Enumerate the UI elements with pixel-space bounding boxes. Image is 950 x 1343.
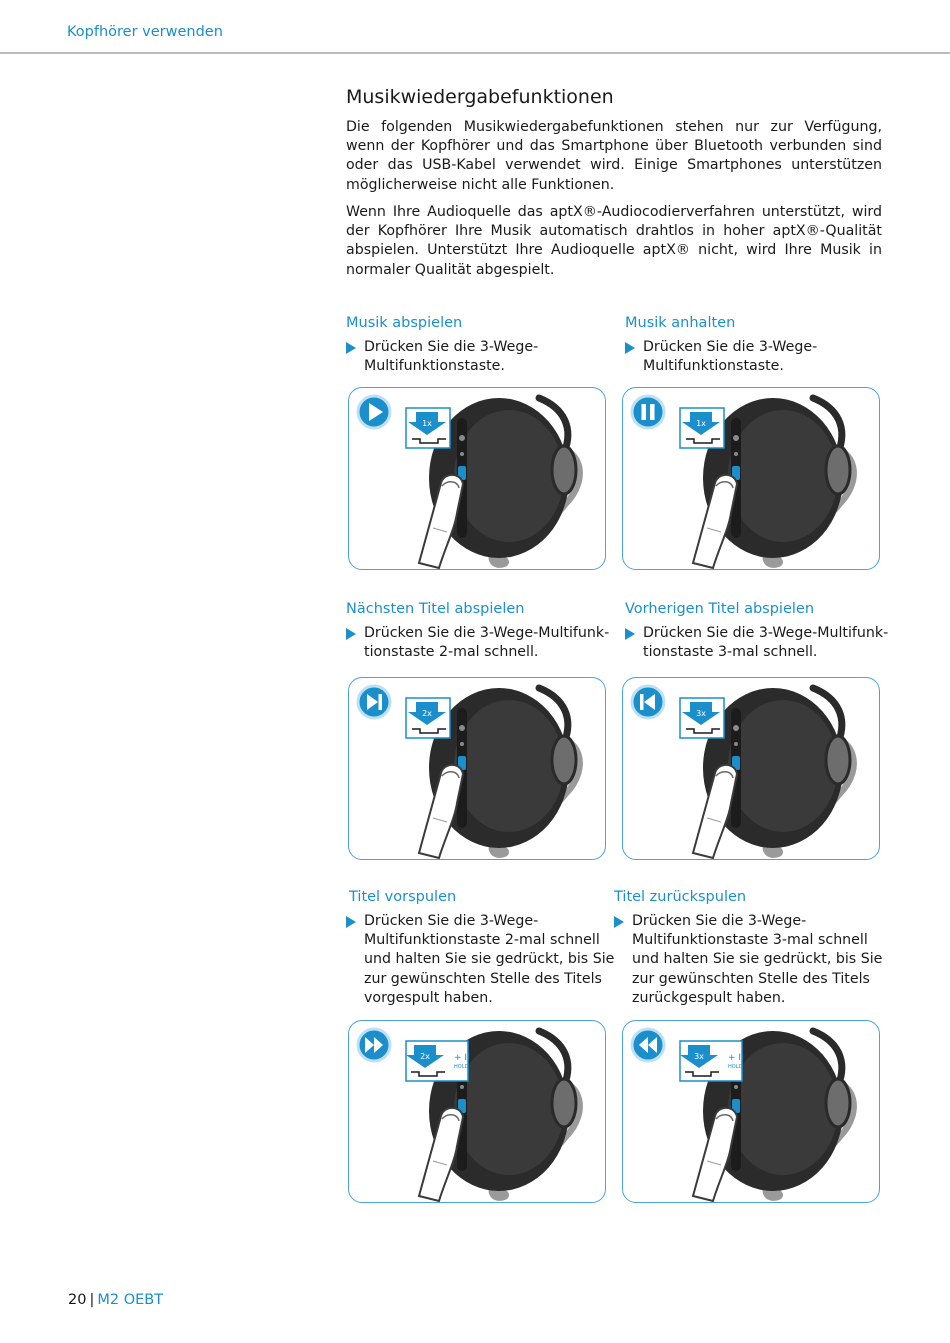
step-fast-forward xyxy=(346,912,620,1008)
svg-text:+ II: + II xyxy=(728,1053,744,1063)
heading-pause: Musik anhalten xyxy=(625,315,736,331)
rewind-icon xyxy=(628,1025,668,1065)
svg-text:1x: 1x xyxy=(696,419,706,428)
heading-rewind: Titel zurückspulen xyxy=(614,889,747,905)
headphone-illustration xyxy=(406,1031,578,1201)
bullet-arrow-icon xyxy=(346,916,356,928)
step-play xyxy=(346,338,614,376)
headphone-illustration xyxy=(680,1031,852,1201)
headphone-illustration xyxy=(406,398,578,568)
step-text: Drücken Sie die 3-Wege-Multifunktionstaste. xyxy=(364,339,539,375)
svg-text:HOLD: HOLD xyxy=(728,1064,743,1070)
intro-paragraph-2: Wenn Ihre Audioquelle das aptX®-Audiocodierverfahren unterstützt, wird der Kopfhörer Ihre Musik automatisch drahtlos in hoher aptX®-Qualität abspielen. Unterstützt Ihre Audioquelle aptX® nicht, wird Ihre Musik in normaler Qualität abgespielt. xyxy=(346,204,882,278)
step-previous-track xyxy=(625,624,901,662)
fast-forward-icon xyxy=(354,1025,394,1065)
bullet-arrow-icon xyxy=(625,628,635,640)
step-text: Drücken Sie die 3-Wege-Multifunktionstaste 3-mal schnell und halten Sie sie gedrückt, bis Sie zur gewünschten Stelle des Titels zurückgespult haben. xyxy=(632,913,883,1006)
heading-fast-forward: Titel vorspulen xyxy=(349,889,457,905)
header-divider xyxy=(0,52,950,54)
heading-previous-track: Vorherigen Titel abspielen xyxy=(625,601,815,617)
play-icon xyxy=(354,392,394,432)
step-text: Drücken Sie die 3-Wege-Multifunk-tionstaste 2-mal schnell. xyxy=(364,625,610,661)
step-text: Drücken Sie die 3-Wege-Multifunktionstaste 2-mal schnell und halten Sie sie gedrückt, bis Sie zur gewünschten Stelle des Titels vorgespult haben. xyxy=(364,913,615,1006)
heading-next-track: Nächsten Titel abspielen xyxy=(346,601,525,617)
svg-text:2x: 2x xyxy=(420,1052,430,1061)
step-rewind xyxy=(614,912,894,1008)
model-name: M2 OEBT xyxy=(97,1292,164,1308)
bullet-arrow-icon xyxy=(625,342,635,354)
illustration-fast-forward xyxy=(348,1020,606,1203)
bullet-arrow-icon xyxy=(346,342,356,354)
page-number: 20 xyxy=(68,1292,87,1308)
step-text: Drücken Sie die 3-Wege-Multifunk-tionstaste 3-mal schnell. xyxy=(643,625,889,661)
intro-paragraph-1: Die folgenden Musikwiedergabefunktionen stehen nur zur Verfügung, wenn der Kopfhörer und das Smartphone über Bluetooth verbunden sind oder das USB-Kabel verwendet wird. Einige Smartphones unterstützen möglicherweise nicht alle Funktionen. xyxy=(346,119,882,193)
heading-play: Musik abspielen xyxy=(346,315,463,331)
page-footer xyxy=(68,1292,163,1308)
footer-separator: | xyxy=(89,1292,95,1308)
headphone-illustration xyxy=(680,398,852,568)
headphone-illustration xyxy=(680,688,852,858)
step-pause xyxy=(625,338,893,376)
illustration-play xyxy=(348,387,606,570)
svg-text:+ II: + II xyxy=(454,1053,470,1063)
step-text: Drücken Sie die 3-Wege-Multifunktionstaste. xyxy=(643,339,818,375)
svg-text:2x: 2x xyxy=(422,709,432,718)
svg-text:HOLD: HOLD xyxy=(454,1064,469,1070)
bullet-arrow-icon xyxy=(346,628,356,640)
svg-text:3x: 3x xyxy=(696,709,706,718)
bullet-arrow-icon xyxy=(614,916,624,928)
illustration-previous-track xyxy=(622,677,880,860)
illustration-next-track xyxy=(348,677,606,860)
svg-text:1x: 1x xyxy=(422,419,432,428)
illustration-rewind xyxy=(622,1020,880,1203)
headphone-illustration xyxy=(406,688,578,858)
running-head: Kopfhörer verwenden xyxy=(67,24,223,40)
illustration-pause xyxy=(622,387,880,570)
next-track-icon xyxy=(354,682,394,722)
previous-track-icon xyxy=(628,682,668,722)
page-title: Musikwiedergabefunktionen xyxy=(346,86,614,108)
step-next-track xyxy=(346,624,622,662)
svg-text:3x: 3x xyxy=(694,1052,704,1061)
pause-icon xyxy=(628,392,668,432)
